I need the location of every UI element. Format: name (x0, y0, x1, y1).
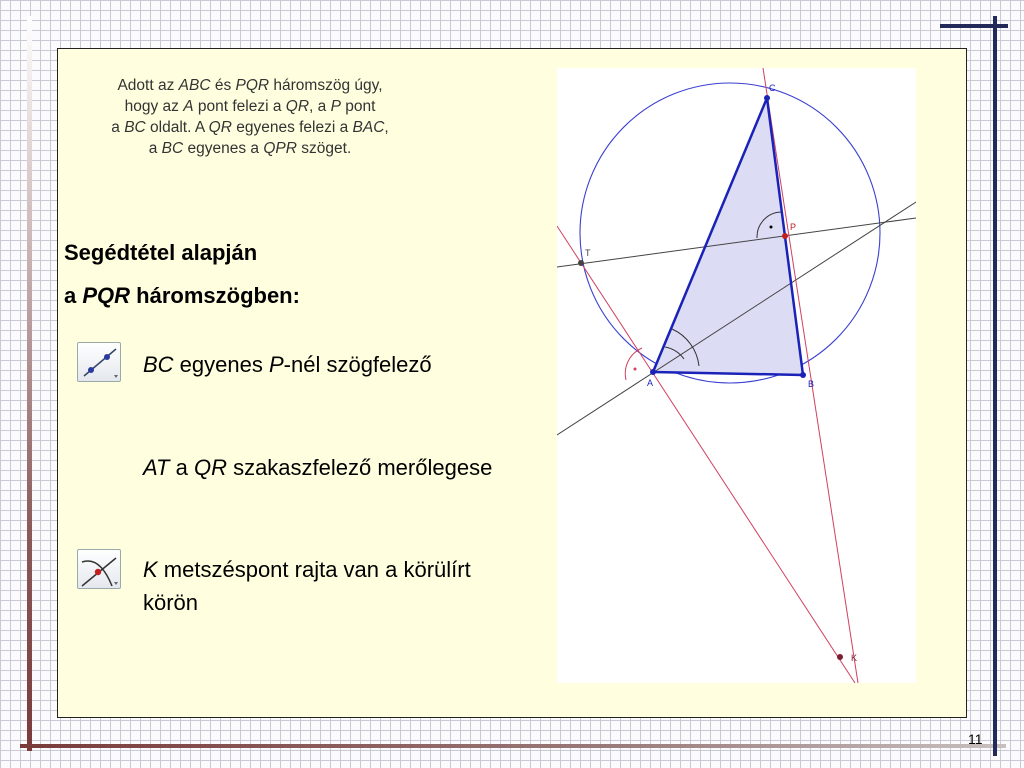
right-angle-dot (634, 368, 637, 371)
label-a: A (647, 378, 654, 388)
item-bc-angle-bisector: BC egyenes P-nél szögfelező (143, 352, 432, 377)
angle-dot-p (770, 226, 773, 229)
intro-text (70, 75, 430, 159)
line-through-two-points-icon[interactable] (77, 342, 121, 382)
left-decor-bar (27, 16, 32, 751)
geometry-canvas (557, 68, 916, 683)
item-k-on-circumcircle: K metszéspont rajta van a körülírt körön (143, 557, 471, 615)
top-decor-bar (940, 24, 1008, 28)
page-number: 11 (968, 731, 983, 747)
right-decor-bar (993, 16, 997, 756)
label-t: T (585, 248, 591, 258)
point-a[interactable] (650, 369, 656, 375)
label-b: B (808, 379, 815, 389)
label-p: P (790, 222, 797, 232)
item-at-perpendicular-bisector: AT a QR szakaszfelező merőlegese (143, 455, 493, 480)
intersect-two-objects-icon[interactable] (77, 549, 121, 589)
intro-line-1: Adott az ABC és PQR háromszög úgy, (117, 77, 383, 94)
intro-line-4: a BC egyenes a QPR szöget. (148, 140, 352, 157)
label-k: K (851, 653, 858, 663)
point-c[interactable] (764, 95, 770, 101)
bottom-decor-bar (20, 744, 1006, 748)
point-t[interactable] (578, 260, 584, 266)
geometry-figure (557, 68, 916, 683)
label-c: C (769, 83, 776, 93)
intro-line-2: hogy az A pont felezi a QR, a P pont (124, 98, 376, 115)
point-p[interactable] (782, 233, 788, 239)
heading-line-1: Segédtétel alapján (64, 240, 258, 265)
point-k[interactable] (837, 654, 843, 660)
intro-line-3: a BC oldalt. A QR egyenes felezi a BAC, (111, 119, 389, 136)
heading-line-2: a PQR háromszögben: (64, 283, 300, 308)
point-b[interactable] (800, 372, 806, 378)
